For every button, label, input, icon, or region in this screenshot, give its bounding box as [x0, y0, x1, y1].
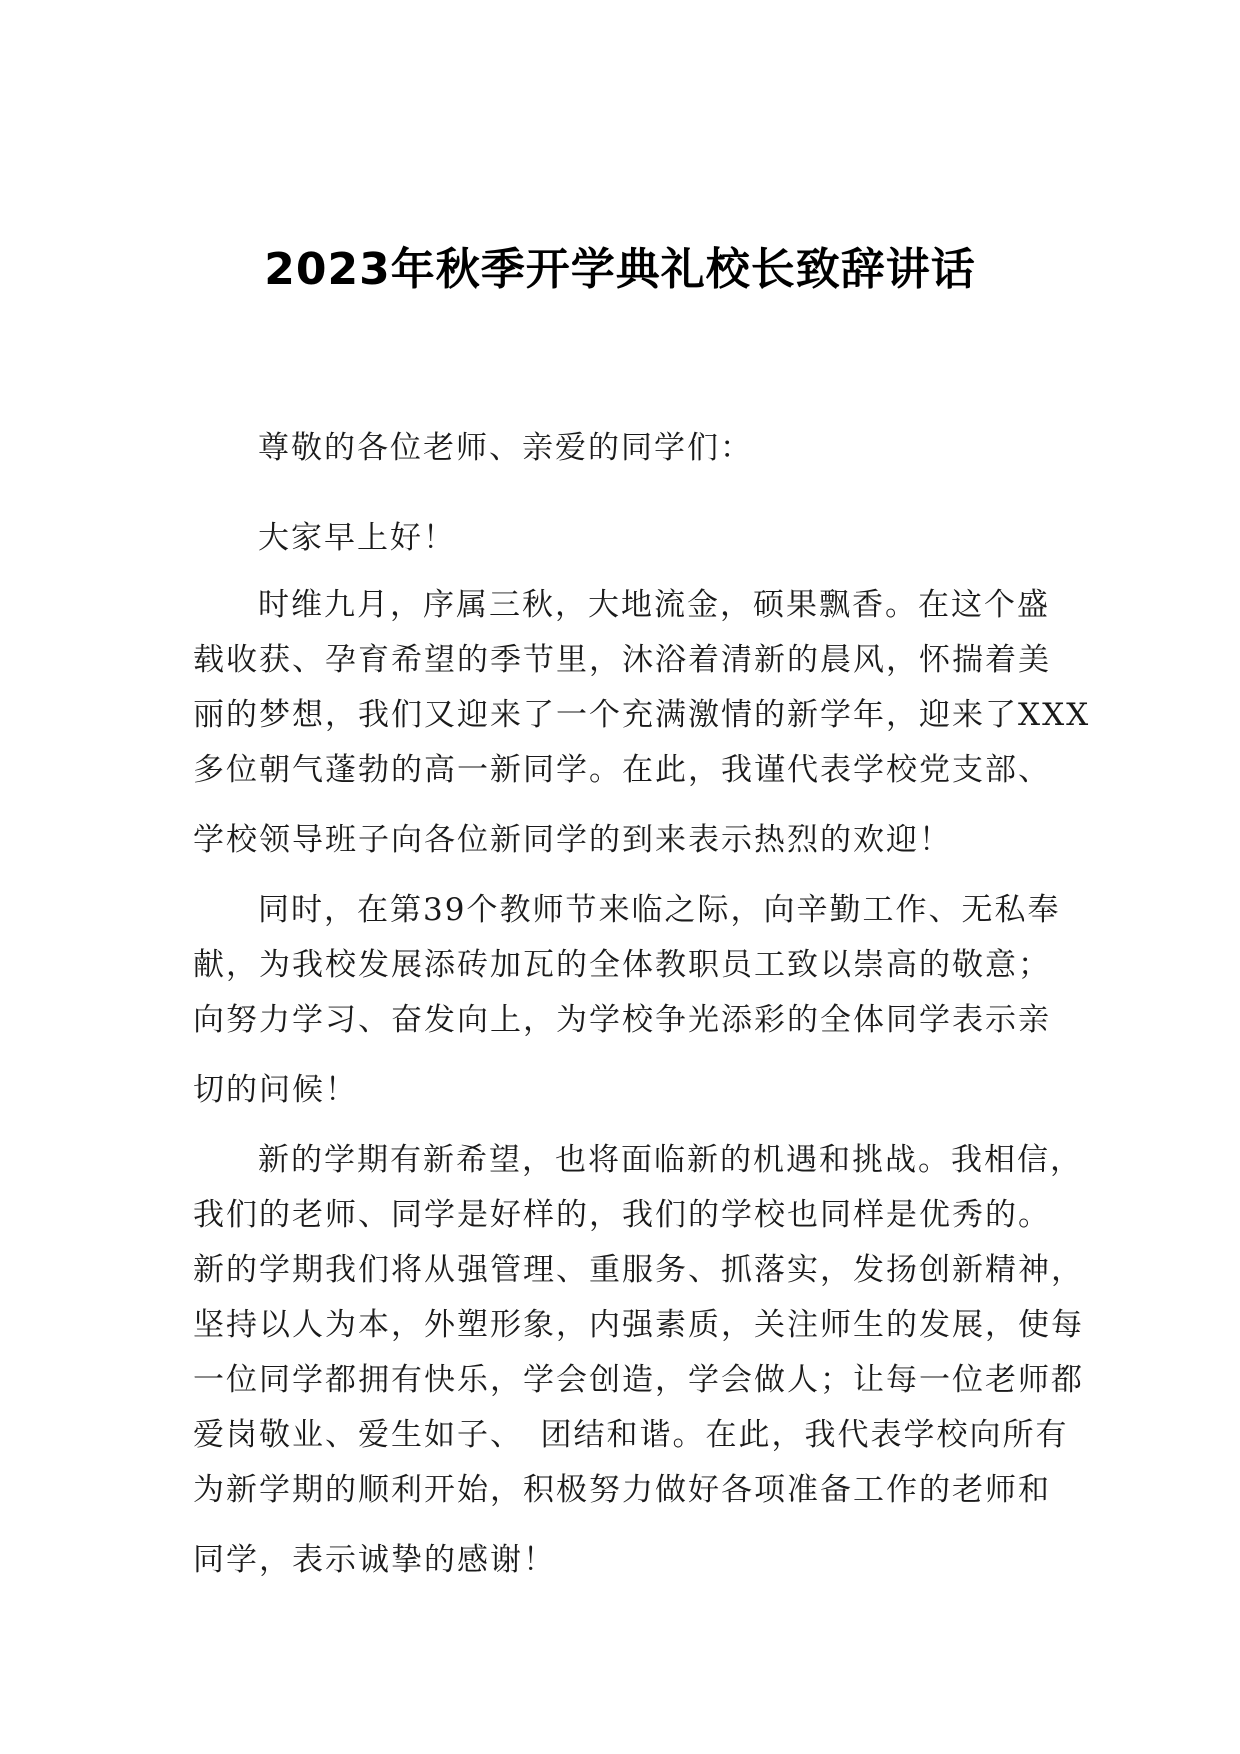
- paragraph-1-line-2: 载收获、孕育希望的季节里，沐浴着清新的晨风，怀揣着美: [193, 642, 1051, 678]
- paragraph-1-line-5: 学校领导班子向各位新同学的到来表示热烈的欢迎！: [193, 822, 952, 858]
- paragraph-3-line-7: 为新学期的顺利开始，积极努力做好各项准备工作的老师和: [193, 1472, 1051, 1508]
- paragraph-2-line-4: 切的问候！: [193, 1072, 358, 1108]
- paragraph-3-line-1: 新的学期有新希望，也将面临新的机遇和挑战。我相信，: [258, 1142, 1083, 1178]
- greeting-line: 大家早上好！: [258, 520, 456, 556]
- salutation-line: 尊敬的各位老师、亲爱的同学们：: [258, 430, 753, 466]
- paragraph-2-line-1: 同时，在第39个教师节来临之际，向辛勤工作、无私奉: [258, 892, 1061, 928]
- paragraph-3-line-3: 新的学期我们将从强管理、重服务、抓落实，发扬创新精神，: [193, 1252, 1084, 1288]
- paragraph-2-line-3: 向努力学习、奋发向上，为学校争光添彩的全体同学表示亲: [193, 1002, 1051, 1038]
- paragraph-1-line-1: 时维九月，序属三秋，大地流金，硕果飘香。在这个盛: [258, 587, 1050, 623]
- paragraph-2-line-2: 献，为我校发展添砖加瓦的全体教职员工致以崇高的敬意；: [193, 947, 1051, 983]
- paragraph-3-line-8: 同学，表示诚挚的感谢！: [193, 1542, 556, 1578]
- paragraph-1-line-4: 多位朝气蓬勃的高一新同学。在此，我谨代表学校党支部、: [193, 752, 1051, 788]
- paragraph-3-line-6: 爱岗敬业、爱生如子、 团结和谐。在此，我代表学校向所有: [193, 1417, 1069, 1453]
- document-title: 2023年秋季开学典礼校长致辞讲话: [264, 244, 976, 295]
- paragraph-3-line-4: 坚持以人为本，外塑形象，内强素质，关注师生的发展，使每: [193, 1307, 1084, 1343]
- paragraph-1-line-3: 丽的梦想，我们又迎来了一个充满激情的新学年，迎来了XXX: [193, 697, 1091, 733]
- paragraph-3-line-2: 我们的老师、同学是好样的，我们的学校也同样是优秀的。: [193, 1197, 1051, 1233]
- paragraph-3-line-5: 一位同学都拥有快乐，学会创造，学会做人；让每一位老师都: [193, 1362, 1084, 1398]
